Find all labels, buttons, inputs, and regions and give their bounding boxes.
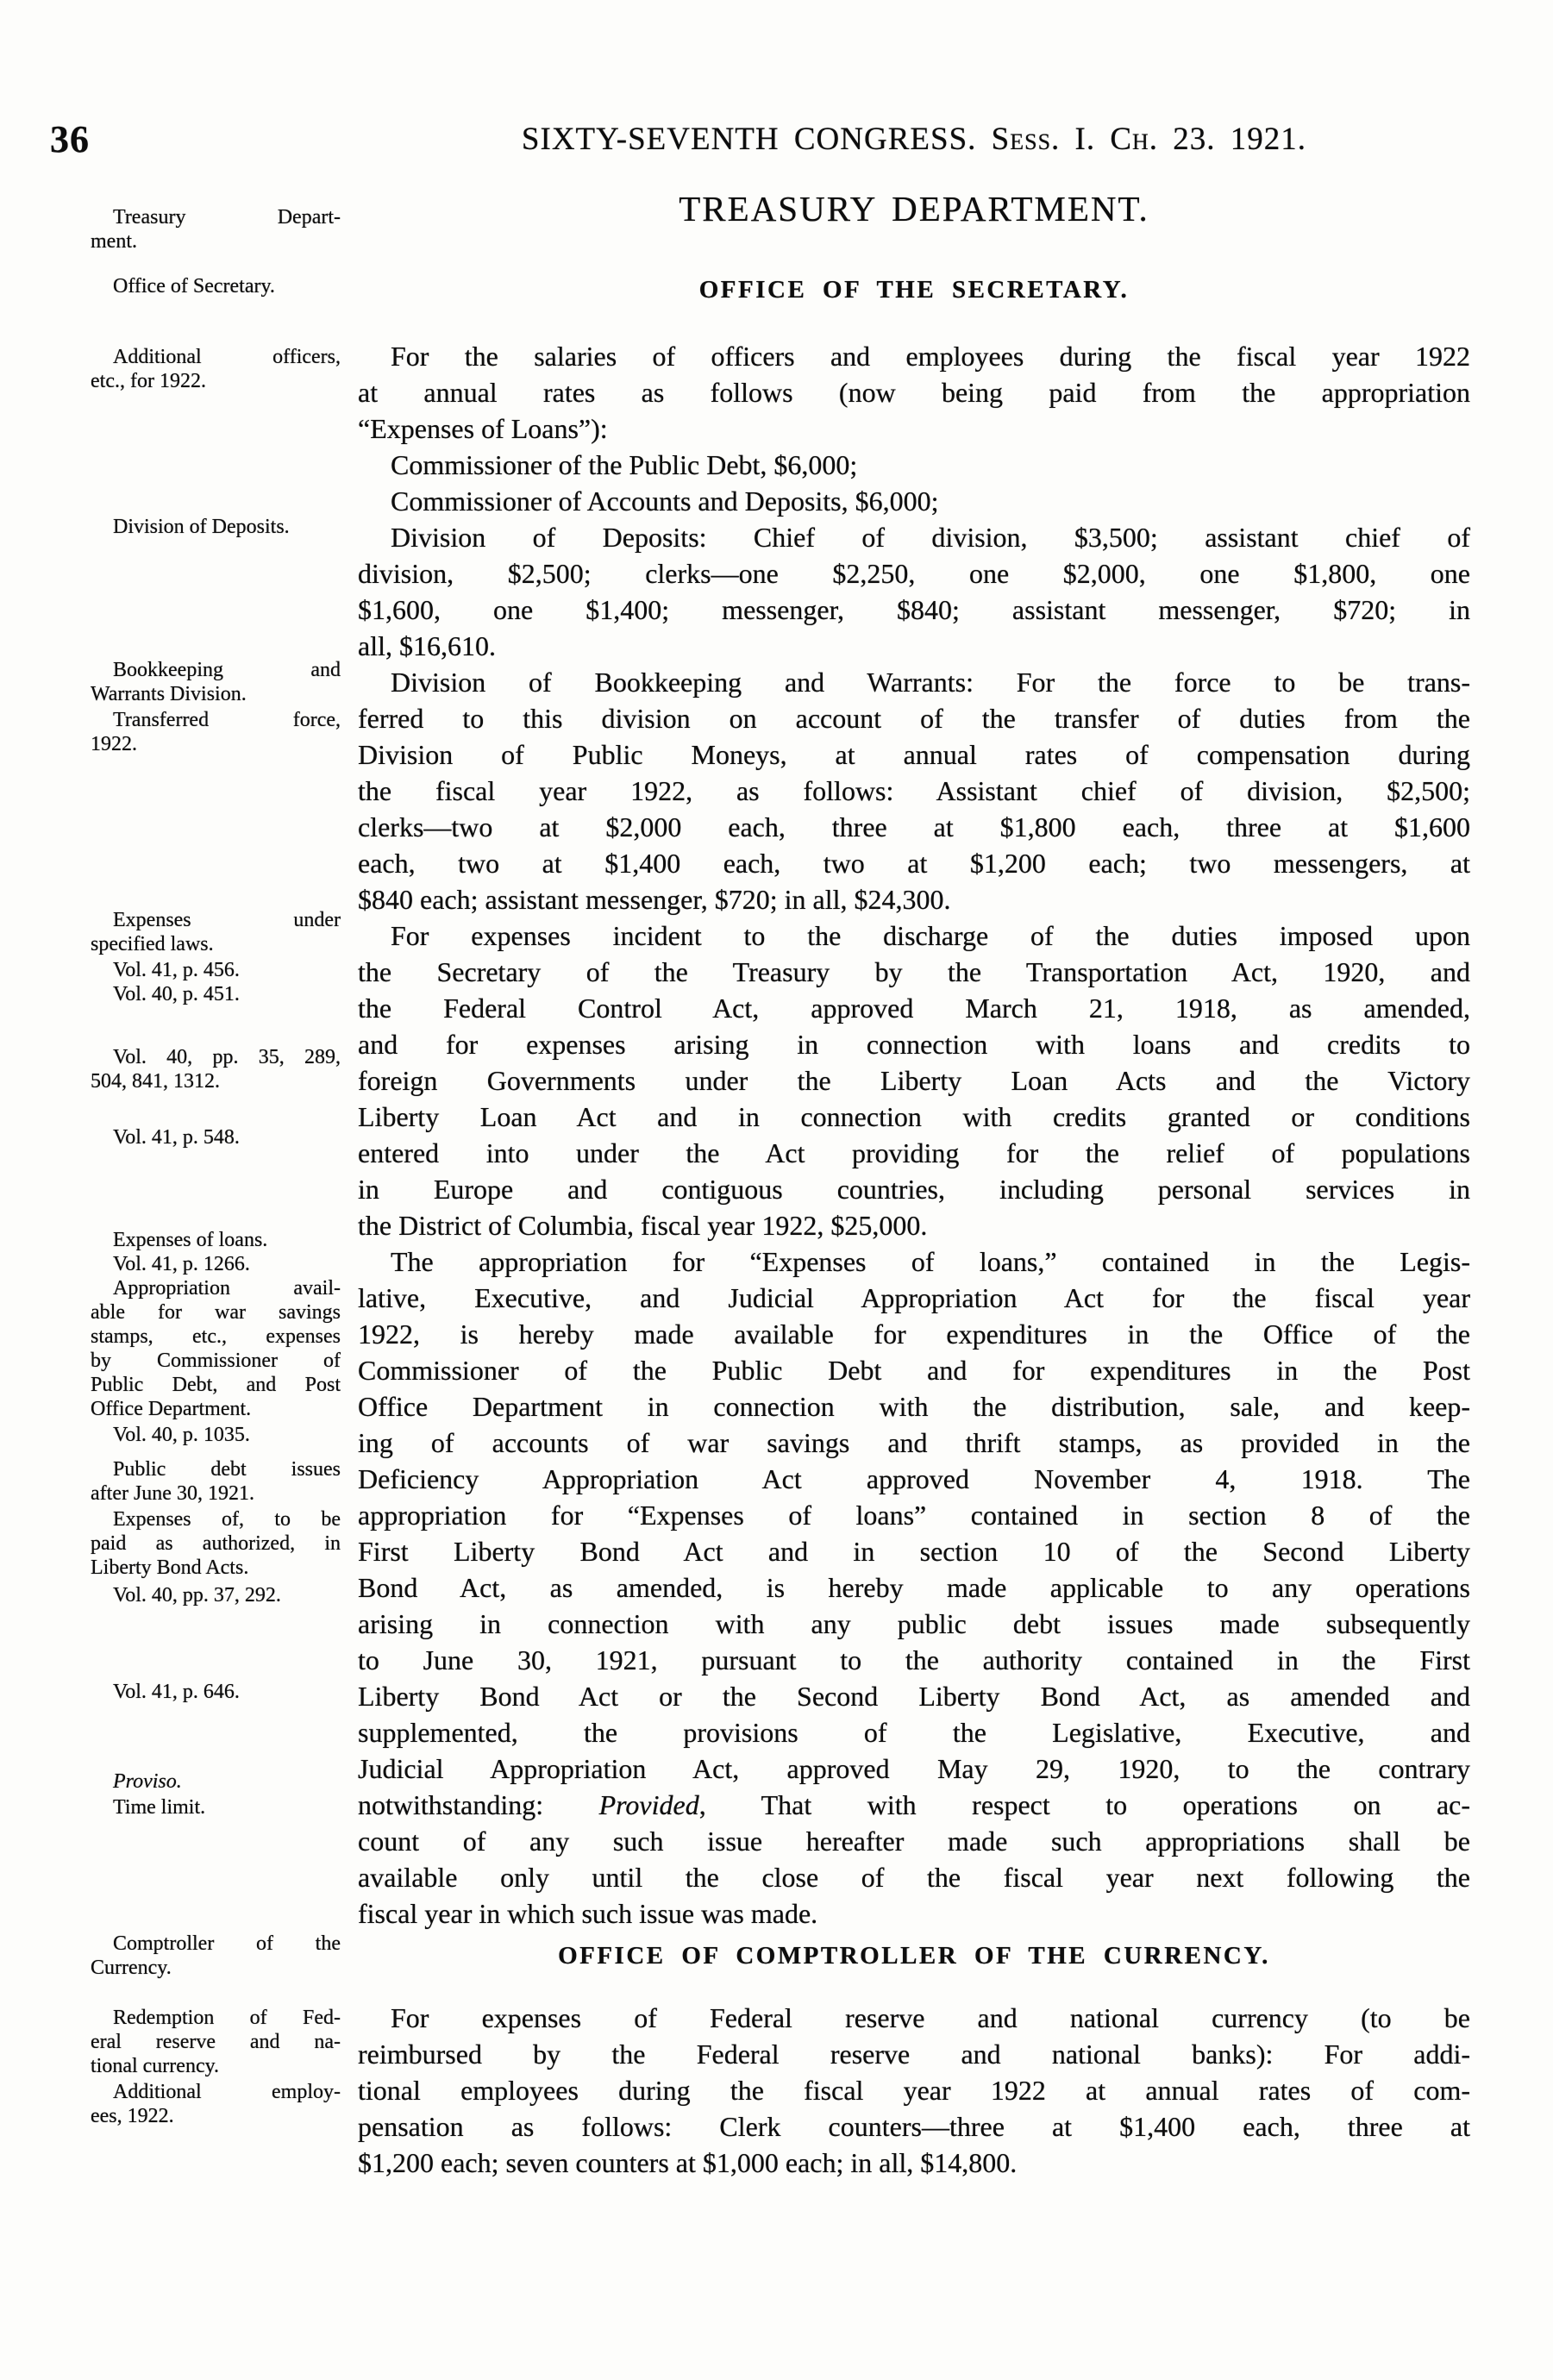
- body-line: the District of Columbia, fiscal year 1922, $25,000.: [358, 1210, 928, 1241]
- body-line: Division of Bookkeeping and Warrants: For the force to be trans-: [391, 667, 1470, 698]
- sidenote-line: Vol. 41, p. 456.: [113, 959, 240, 981]
- body-line: “Expenses of Loans”):: [358, 413, 608, 444]
- sidenote-line: stamps, etc., expenses: [91, 1325, 341, 1348]
- body-line: $840 each; assistant messenger, $720; in all, $24,300.: [358, 884, 951, 915]
- body-line: Commissioner of the Public Debt and for expenditures in the Post: [358, 1355, 1470, 1386]
- body-line: Bond Act, as amended, is hereby made applicable to any operations: [358, 1572, 1470, 1603]
- body-line: First Liberty Bond Act and in section 10 of the Second Liberty: [358, 1536, 1470, 1567]
- sidenote: [91, 345, 341, 393]
- body-line: reimbursed by the Federal reserve and national banks): For addi-: [358, 2039, 1470, 2070]
- sidenote: [91, 658, 341, 706]
- sidenote-line: Warrants Division.: [91, 683, 247, 705]
- body-line: Division of Deposits: Chief of division, $3,500; assistant chief of: [391, 522, 1470, 553]
- body-line: appropriation for “Expenses of loans” contained in section 8 of the: [358, 1500, 1470, 1531]
- sidenote-line: Vol. 41, p. 548.: [113, 1126, 240, 1149]
- body-line: to June 30, 1921, pursuant to the authority contained in the First: [358, 1644, 1470, 1675]
- sidenote: [91, 1423, 341, 1447]
- body-line: the Federal Control Act, approved March 21, 1918, as amended,: [358, 993, 1470, 1024]
- body-line: Commissioner of the Public Debt, $6,000;: [391, 449, 858, 480]
- sidenote-line: Expenses under: [113, 909, 341, 931]
- body-line: fiscal year in which such issue was made.: [358, 1898, 818, 1929]
- body-line: entered into under the Act providing for the relief of populations: [358, 1137, 1470, 1168]
- sidenote: [91, 1932, 341, 1980]
- sidenote-line: Vol. 41, p. 1266.: [113, 1253, 250, 1275]
- sidenote: [91, 708, 341, 756]
- text-segment: , That with respect to operations on ac-: [698, 1789, 1471, 1820]
- body-line: For expenses incident to the discharge of the duties imposed upon: [391, 920, 1470, 951]
- body-line: pensation as follows: Clerk counters—three at $1,400 each, three at: [358, 2111, 1470, 2142]
- body-line: each, two at $1,400 each, two at $1,200 each; two messengers, at: [358, 848, 1470, 879]
- body-line: in Europe and contiguous countries, including personal services in: [358, 1174, 1470, 1205]
- sidenote-line: Expenses of, to be: [113, 1508, 341, 1531]
- sidenote-line: Vol. 40, p. 1035.: [113, 1424, 250, 1446]
- sidenote: [91, 1680, 341, 1704]
- sidenote-line: specified laws.: [91, 933, 214, 955]
- body-line: $1,600, one $1,400; messenger, $840; assistant messenger, $720; in: [358, 594, 1470, 625]
- body-line: clerks—two at $2,000 each, three at $1,800 each, three at $1,600: [358, 811, 1470, 842]
- body-line: available only until the close of the fiscal year next following the: [358, 1862, 1470, 1893]
- sidenote-line: Redemption of Fed-: [113, 2007, 341, 2029]
- comptroller-body-text: [358, 2000, 1470, 2181]
- sidenote-line: able for war savings: [91, 1301, 341, 1324]
- sidenote-line: ment.: [91, 230, 137, 253]
- sidenote: [91, 1795, 341, 1819]
- body-line: Division of Public Moneys, at annual rates of compensation during: [358, 739, 1470, 770]
- body-line: Judicial Appropriation Act, approved May 29, 1920, to the contrary: [358, 1753, 1470, 1784]
- body-line: the Secretary of the Treasury by the Transportation Act, 1920, and: [358, 956, 1470, 987]
- body-line: the fiscal year 1922, as follows: Assistant chief of division, $2,500;: [358, 775, 1470, 806]
- body-line: For the salaries of officers and employees during the fiscal year 1922: [391, 341, 1470, 372]
- heading-office-of-comptroller: OFFICE OF COMPTROLLER OF THE CURRENCY.: [558, 1942, 1270, 1970]
- body-line: 1922, is hereby made available for expenditures in the Office of the: [358, 1318, 1470, 1350]
- body-line: division, $2,500; clerks—one $2,250, one $2,000, one $1,800, one: [358, 558, 1470, 589]
- body-line: $1,200 each; seven counters at $1,000 each; in all, $14,800.: [358, 2147, 1018, 2178]
- sidenote: [91, 274, 341, 298]
- sidenote-line: Transferred force,: [113, 709, 341, 731]
- sidenote-line: 504, 841, 1312.: [91, 1070, 220, 1093]
- sidenote-line: Office Department.: [91, 1398, 252, 1420]
- body-line: Liberty Bond Act or the Second Liberty Bond Act, as amended and: [358, 1681, 1470, 1712]
- sidenote: [91, 1045, 341, 1093]
- sidenote: [91, 2080, 341, 2128]
- sidenote-line: Public Debt, and Post: [91, 1374, 341, 1396]
- sidenote-line: by Commissioner of: [91, 1350, 341, 1372]
- sidenote-line: ees, 1922.: [91, 2105, 174, 2127]
- sidenote-line: Appropriation avail-: [113, 1277, 341, 1300]
- sidenote-line: Treasury Depart-: [113, 206, 341, 229]
- body-line: Office Department in connection with the distribution, sale, and keep-: [358, 1391, 1470, 1422]
- sidenote-line: Vol. 41, p. 646.: [113, 1681, 240, 1703]
- body-line: at annual rates as follows (now being paid from the appropriation: [358, 377, 1470, 408]
- page-number: 36: [50, 118, 90, 160]
- sidenote-line: Division of Deposits.: [113, 516, 290, 538]
- body-line: [358, 1787, 1470, 1823]
- sidenote-line: 1922.: [91, 733, 137, 755]
- sidenote: [91, 1228, 341, 1252]
- secretary-body-text: [358, 338, 1470, 1932]
- sidenote: [91, 1276, 341, 1421]
- sidenote-line: tional currency.: [91, 2055, 220, 2077]
- sidenote-line: after June 30, 1921.: [91, 1482, 254, 1505]
- body-line: The appropriation for “Expenses of loans,” contained in the Legis-: [391, 1246, 1470, 1277]
- body-line: For expenses of Federal reserve and national currency (to be: [391, 2002, 1470, 2033]
- sidenote-line: Vol. 40, pp. 35, 289,: [113, 1046, 341, 1068]
- sidenote: [91, 205, 341, 254]
- body-line: count of any such issue hereafter made such appropriations shall be: [358, 1826, 1470, 1857]
- body-line: all, $16,610.: [358, 630, 496, 661]
- sidenote: [91, 515, 341, 539]
- running-header: SIXTY-SEVENTH CONGRESS. Sess. I. Ch. 23. 1921.: [521, 122, 1307, 157]
- sidenote-line: Vol. 40, p. 451.: [113, 983, 240, 1005]
- body-line: Deficiency Appropriation Act approved November 4, 1918. The: [358, 1463, 1470, 1494]
- sidenote: [91, 1583, 341, 1607]
- sidenote: [91, 2006, 341, 2078]
- sidenote: [91, 1252, 341, 1276]
- body-line: foreign Governments under the Liberty Loan Acts and the Victory: [358, 1065, 1470, 1096]
- sidenote-line: paid as authorized, in: [91, 1532, 341, 1555]
- sidenote-line: Additional officers,: [113, 346, 341, 368]
- sidenote: [91, 1457, 341, 1506]
- sidenote-line: Additional employ-: [113, 2081, 341, 2103]
- sidenote-line: Expenses of loans.: [113, 1229, 268, 1251]
- body-line: and for expenses arising in connection with loans and credits to: [358, 1029, 1470, 1060]
- sidenote-line: Liberty Bond Acts.: [91, 1556, 249, 1579]
- sidenote: [91, 1769, 341, 1794]
- body-line: tional employees during the fiscal year 1922 at annual rates of com-: [358, 2075, 1470, 2106]
- body-line: Liberty Loan Act and in connection with credits granted or conditions: [358, 1101, 1470, 1132]
- sidenote: [91, 1125, 341, 1149]
- italic-text: Provided: [598, 1789, 699, 1820]
- sidenote-line: eral reserve and na-: [91, 2031, 341, 2053]
- sidenote-line: Comptroller of the: [113, 1932, 341, 1955]
- body-line: supplemented, the provisions of the Legislative, Executive, and: [358, 1717, 1470, 1748]
- sidenote-line: Currency.: [91, 1957, 172, 1979]
- body-line: Commissioner of Accounts and Deposits, $6,000;: [391, 485, 939, 517]
- body-line: ing of accounts of war savings and thrift stamps, as provided in the: [358, 1427, 1470, 1458]
- body-line: lative, Executive, and Judicial Appropriation Act for the fiscal year: [358, 1282, 1470, 1313]
- sidenote: [91, 1507, 341, 1580]
- text-segment: notwithstanding:: [358, 1789, 599, 1820]
- sidenote-line: Vol. 40, pp. 37, 292.: [113, 1584, 281, 1606]
- sidenote-line: Office of Secretary.: [113, 275, 275, 298]
- heading-office-of-secretary: OFFICE OF THE SECRETARY.: [698, 276, 1130, 304]
- body-line: arising in connection with any public debt issues made subsequently: [358, 1608, 1470, 1639]
- heading-treasury-department: TREASURY DEPARTMENT.: [679, 189, 1149, 229]
- sidenote: [91, 908, 341, 956]
- sidenote: [91, 982, 341, 1006]
- body-line: ferred to this division on account of the transfer of duties from the: [358, 703, 1470, 734]
- sidenote-line: Time limit.: [113, 1796, 206, 1819]
- sidenote-line: Bookkeeping and: [113, 659, 341, 681]
- sidenote: [91, 958, 341, 982]
- sidenote-line: Public debt issues: [113, 1458, 341, 1481]
- sidenote-line: Proviso.: [113, 1770, 182, 1793]
- sidenote-line: etc., for 1922.: [91, 370, 206, 392]
